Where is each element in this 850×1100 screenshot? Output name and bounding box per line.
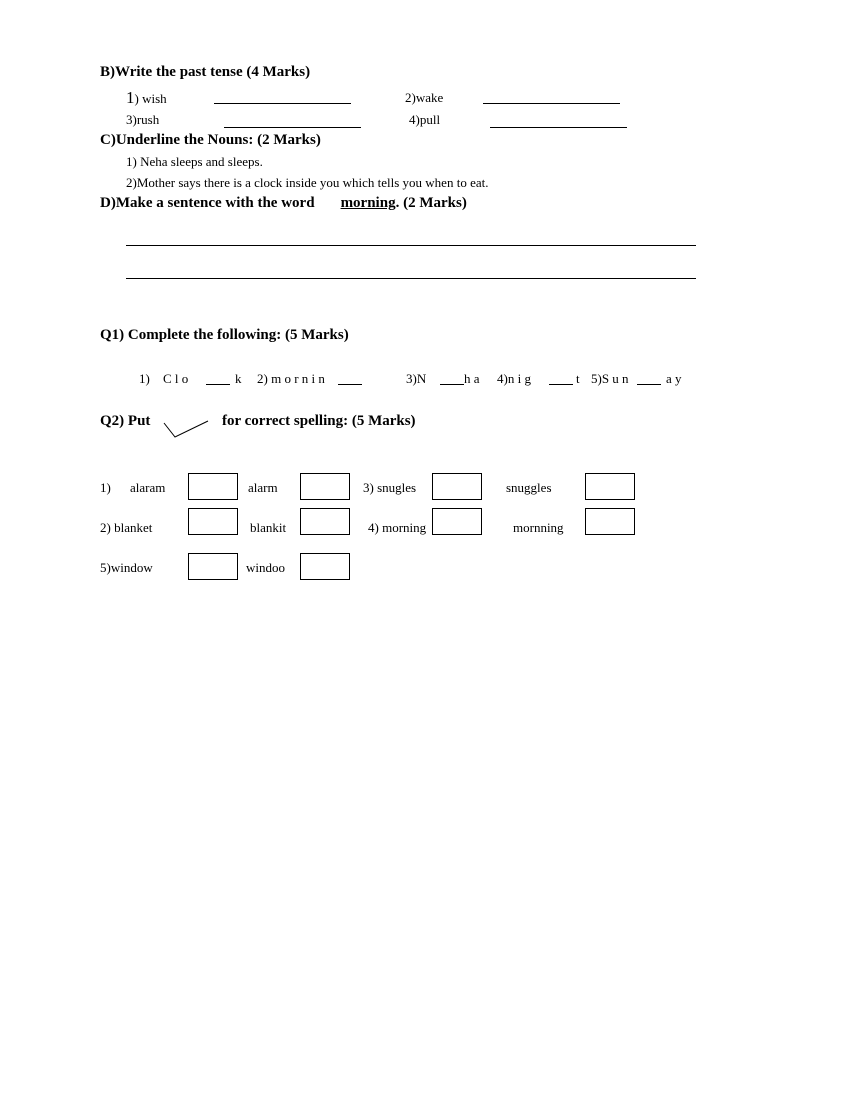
q2-word-alaram: alaram (130, 480, 166, 495)
checkbox-morning[interactable] (432, 508, 482, 535)
q1-heading: Q1) Complete the following: (5 Marks) (100, 327, 349, 343)
q1-item-4-end: t (576, 371, 580, 386)
section-d-marks: . (2 Marks) (395, 195, 467, 211)
answer-line-3[interactable] (224, 127, 361, 128)
q2-word-alarm: alarm (248, 480, 278, 495)
q1-item-2: 2) m o r n i n (257, 371, 325, 386)
section-b-item-1 (126, 88, 167, 108)
q2-row-1-number: 1) (100, 480, 111, 495)
section-b-heading: B)Write the past tense (4 Marks) (100, 64, 311, 80)
sentence-line-2[interactable] (126, 278, 696, 279)
q1-blank-3[interactable] (440, 384, 464, 385)
q2-heading-end: for correct spelling: (5 Marks) (222, 413, 416, 429)
q2-word-mornning: mornning (513, 520, 564, 535)
q2-word-blanket: 2) blanket (100, 520, 153, 535)
checkbox-windoo[interactable] (300, 553, 350, 580)
q1-item-5-end: a y (666, 371, 682, 386)
q2-heading-start: Q2) Put (100, 413, 151, 429)
section-c-sentence-2: 2)Mother says there is a clock inside you which tells you when to eat. (126, 175, 489, 190)
item-1-text: ) wish (134, 91, 167, 106)
checkbox-snugles[interactable] (432, 473, 482, 500)
q2-word-snuggles: snuggles (506, 480, 552, 495)
checkbox-blanket[interactable] (188, 508, 238, 535)
section-d-heading-text: D)Make a sentence with the word (100, 195, 315, 211)
sentence-line-1[interactable] (126, 245, 696, 246)
checkbox-blankit[interactable] (300, 508, 350, 535)
q2-word-morning: 4) morning (368, 520, 427, 535)
section-b-item-4: 4)pull (409, 112, 441, 127)
checkbox-snuggles[interactable] (585, 473, 635, 500)
checkbox-alarm[interactable] (300, 473, 350, 500)
q2-word-windoo: windoo (246, 560, 285, 575)
q2-word-window: 5)window (100, 560, 153, 575)
q1-item-4-start: 4)n i g (497, 371, 531, 386)
answer-line-4[interactable] (490, 127, 627, 128)
answer-line-2[interactable] (483, 103, 620, 104)
section-b-item-3: 3)rush (126, 112, 160, 127)
q1-blank-1[interactable] (206, 384, 230, 385)
q2-word-snugles: 3) snugles (363, 480, 417, 495)
q1-item-5-start: 5)S u n (591, 371, 629, 386)
q1-blank-2[interactable] (338, 384, 362, 385)
item-1-number: 1 (126, 88, 135, 107)
q1-item-3-start: 3)N (406, 371, 427, 386)
checkbox-mornning[interactable] (585, 508, 635, 535)
q1-item-1-start: C l o (163, 371, 189, 386)
q1-item-3-end: h a (464, 371, 480, 386)
q1-blank-5[interactable] (637, 384, 661, 385)
answer-line-1[interactable] (214, 103, 351, 104)
section-b-item-2: 2)wake (405, 90, 444, 105)
checkmark-icon (160, 414, 212, 440)
section-c-heading: C)Underline the Nouns: (2 Marks) (100, 132, 321, 148)
section-c-sentence-1: 1) Neha sleeps and sleeps. (126, 154, 263, 169)
q1-blank-4[interactable] (549, 384, 573, 385)
q2-word-blankit: blankit (250, 520, 287, 535)
q1-item-1-end: k (235, 371, 242, 386)
section-d-word: morning (340, 195, 396, 211)
q1-item-1-number: 1) (139, 371, 150, 386)
checkbox-alaram[interactable] (188, 473, 238, 500)
section-d-heading (100, 195, 467, 212)
checkbox-window[interactable] (188, 553, 238, 580)
